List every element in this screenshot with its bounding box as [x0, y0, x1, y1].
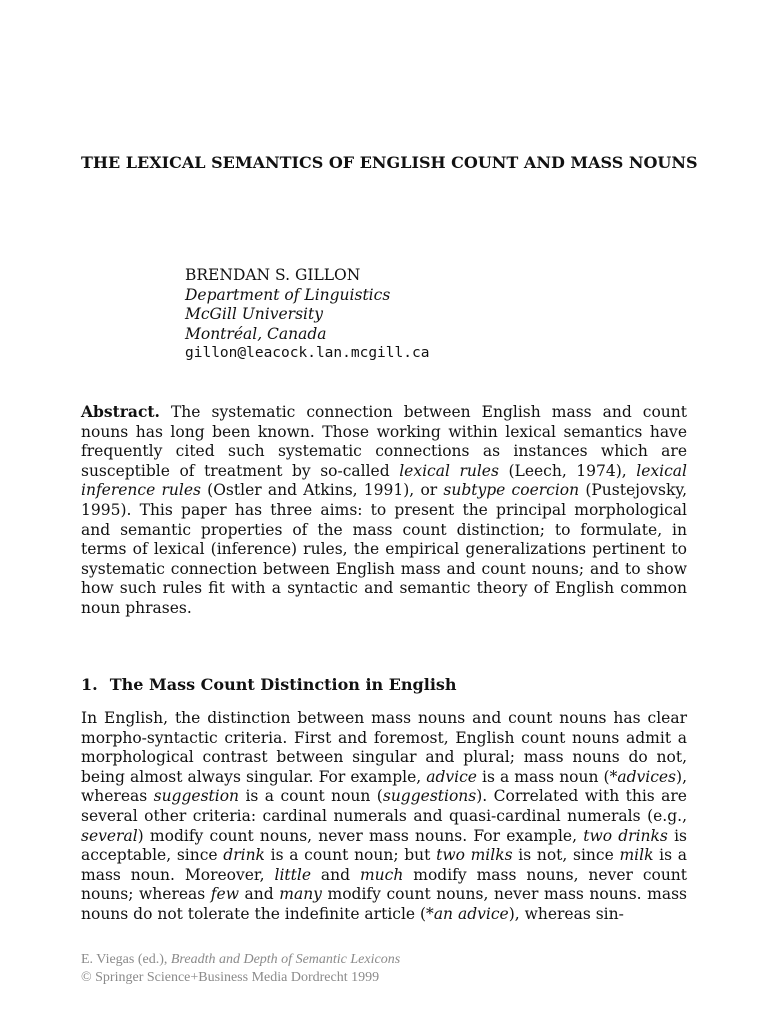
text-run: (Leech, 1974), [498, 461, 637, 480]
author-location: Montréal, Canada [185, 324, 327, 343]
italic-term: lexical inference rules [81, 461, 687, 500]
section-heading [81, 675, 457, 695]
text-run: is acceptable, since [81, 826, 687, 865]
author-block [185, 266, 429, 364]
italic-term: many [279, 885, 322, 904]
text-run: ). Correlated with this are several other criteria: cardinal numerals and quasi-cardinal numerals (e.g., [81, 787, 687, 825]
page-footer [81, 951, 400, 987]
italic-term: subtype coercion [443, 481, 580, 500]
text-run: ), whereas [81, 767, 687, 806]
text-run: and [311, 865, 360, 884]
author-name: BRENDAN S. GILLON [185, 266, 361, 284]
italic-term: few [210, 885, 239, 904]
text-run: is a mass noun. Moreover, [81, 846, 688, 884]
section-body-paragraph [81, 709, 687, 925]
text-run: The systematic connection between English mass and count nouns has long been known. Those working within lexical semantics have frequently cited such systematic connections as instances which are susceptible of treatment by so-called [81, 403, 687, 480]
footer-copyright: © Springer Science+Business Media Dordrecht 1999 [81, 970, 380, 985]
italic-term: milk [619, 846, 654, 865]
italic-term: little [274, 865, 311, 884]
text-run: and [238, 885, 280, 904]
italic-term: suggestion [153, 787, 240, 806]
italic-term: an advice [433, 904, 509, 923]
text-run: modify mass nouns, never count nouns; whereas [81, 865, 688, 904]
abstract-text [81, 403, 687, 617]
text-run: In English, the distinction between mass nouns and count nouns has clear morpho-syntactic criteria. First and foremost, English count nouns admit a morphological contrast between singular and plural; mass nouns do not, being almost always singular. For example, [81, 709, 687, 786]
italic-term: lexical rules [399, 461, 499, 480]
abstract-label: Abstract. [81, 402, 160, 421]
author-department: Department of Linguistics [185, 285, 391, 304]
footer-book-title: Breadth and Depth of Semantic Lexicons [170, 952, 401, 967]
author-university: McGill University [185, 305, 323, 323]
section-title: The Mass Count Distinction in English [109, 675, 457, 694]
italic-term: suggestions [382, 787, 477, 806]
text-run: (Ostler and Atkins, 1991), or [200, 481, 444, 500]
text-run: is a count noun ( [239, 787, 383, 806]
text-run: is a count noun; but [264, 846, 437, 865]
italic-term: advices [617, 767, 677, 786]
italic-term: much [359, 865, 404, 884]
text-run: ), whereas sin- [508, 904, 624, 923]
text-run: is a mass noun (* [476, 767, 618, 786]
text-run: modify count nouns, never mass nouns. mass nouns do not tolerate the indefinite article (* [81, 885, 687, 923]
italic-term: two milks [436, 846, 513, 865]
abstract [81, 402, 687, 619]
author-email[interactable]: gillon@leacock.lan.mcgill.ca [185, 345, 430, 361]
section-number: 1. [81, 675, 98, 694]
italic-term: drink [223, 846, 265, 865]
italic-term: advice [426, 767, 477, 786]
paper-title: THE LEXICAL SEMANTICS OF ENGLISH COUNT AND MASS NOUNS [81, 153, 698, 172]
text-run: (Pustejovsky, 1995). This paper has three aims: to present the principal morphological and semantic properties of the mass count distinction; to formulate, in terms of lexical (inference) rules, the empirical generalizations pertinent to systematic connection between English mass and count nouns; and to show how such rules fit with a syntactic and semantic theory of English common noun phrases. [81, 481, 688, 617]
footer-citation [81, 951, 400, 969]
italic-term: several [81, 826, 138, 845]
italic-term: two drinks [583, 826, 668, 845]
footer-editor: E. Viegas (ed.), [81, 952, 171, 967]
text-run: is not, since [512, 846, 620, 865]
text-run: ) modify count nouns, never mass nouns. For example, [137, 826, 584, 845]
